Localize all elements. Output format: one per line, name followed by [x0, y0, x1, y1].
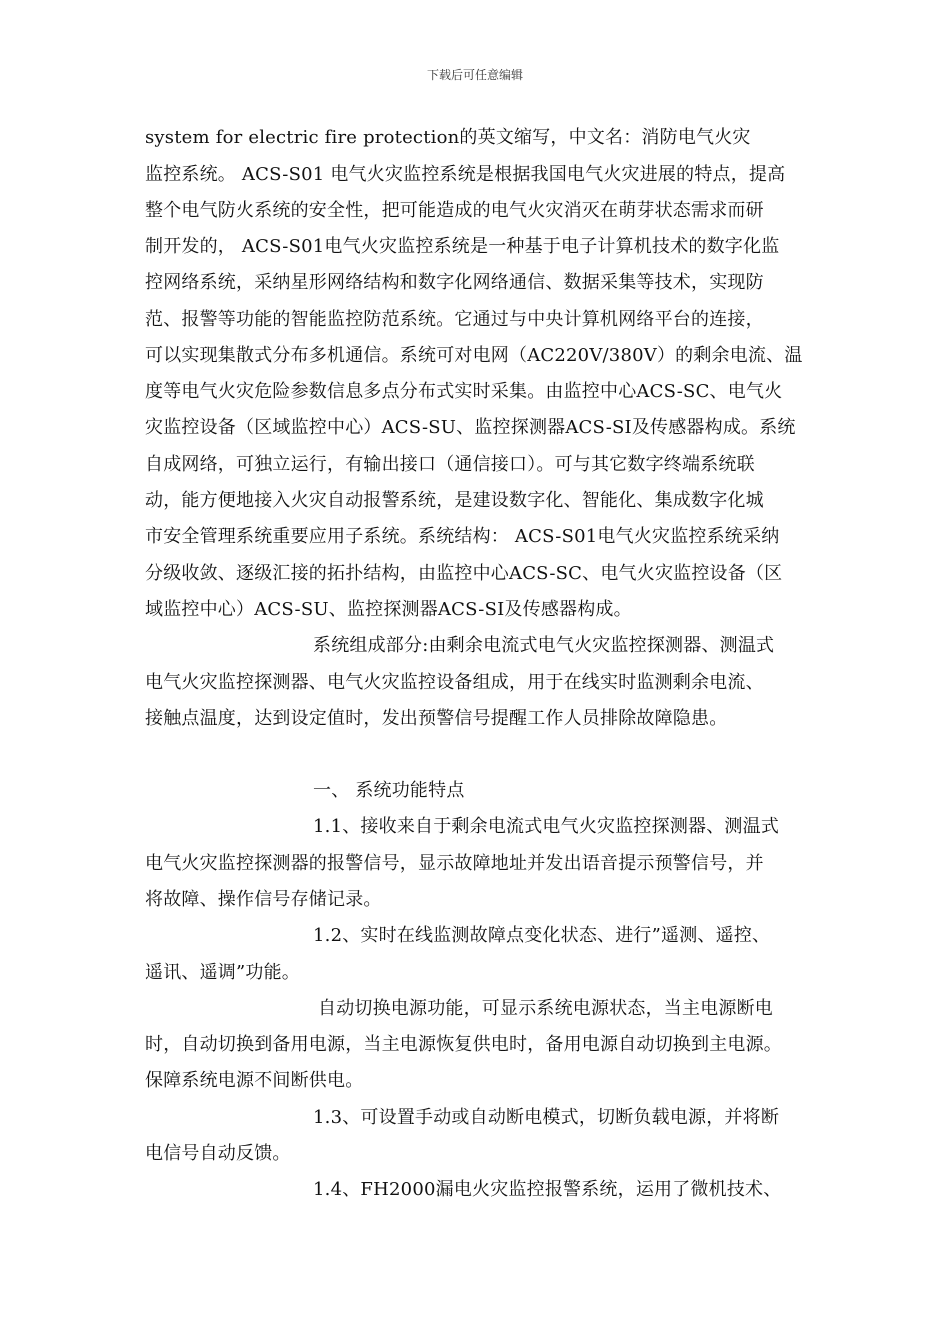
paragraph-start-line: 1.3、可设置手动或自动断电模式，切断负载电源，并将断	[313, 1107, 780, 1128]
text-line: 自成网络，可独立运行，有输出接口（通信接口）。可与其它数字终端系统联	[145, 454, 755, 475]
text-line: 分级收敛、逐级汇接的拓扑结构，由监控中心ACS-SC、电气火灾监控设备（区	[145, 563, 783, 584]
section-heading: 一、 系统功能特点	[313, 780, 465, 801]
paragraph-start-line: 1.2、实时在线监测故障点变化状态、进行”遥测、遥控、	[313, 925, 771, 946]
text-line: 动，能方便地接入火灾自动报警系统，是建设数字化、智能化、集成数字化城	[145, 490, 764, 511]
text-line: system for electric fire protection的英文缩写，中文名：消防电气火灾	[145, 127, 751, 148]
paragraph-start-line: 1.4、FH2000漏电火灾监控报警系统，运用了微机技术、	[313, 1179, 782, 1200]
paragraph-start-line: 自动切换电源功能，可显示系统电源状态，当主电源断电	[318, 998, 773, 1019]
text-line: 保障系统电源不间断供电。	[145, 1070, 364, 1091]
page-header: 下载后可任意编辑	[426, 68, 523, 82]
paragraph-start-line: 1.1、接收来自于剩余电流式电气火灾监控探测器、测温式	[313, 816, 780, 837]
text-line: 域监控中心）ACS-SU、监控探测器ACS-SI及传感器构成。	[145, 599, 632, 620]
text-line: 控网络系统，采纳星形网络结构和数字化网络通信、数据采集等技术，实现防	[145, 272, 764, 293]
text-line: 电信号自动反馈。	[145, 1143, 291, 1164]
text-line: 遥讯、遥调”功能。	[145, 962, 301, 983]
text-line: 灾监控设备（区域监控中心）ACS-SU、监控探测器ACS-SI及传感器构成。系统	[145, 417, 796, 438]
text-line: 电气火灾监控探测器的报警信号，显示故障地址并发出语音提示预警信号，并	[145, 853, 764, 874]
text-line: 度等电气火灾危险参数信息多点分布式实时采集。由监控中心ACS-SC、电气火	[145, 381, 783, 402]
text-line: 整个电气防火系统的安全性，把可能造成的电气火灾消灭在萌芽状态需求而研	[145, 200, 764, 221]
text-line: 市安全管理系统重要应用子系统。系统结构： ACS-S01电气火灾监控系统采纳	[145, 526, 780, 547]
text-line: 制开发的， ACS-S01电气火灾监控系统是一种基于电子计算机技术的数字化监	[145, 236, 780, 257]
text-line: 将故障、操作信号存储记录。	[145, 889, 382, 910]
text-line: 时，自动切换到备用电源，当主电源恢复供电时，备用电源自动切换到主电源。	[145, 1034, 782, 1055]
text-line: 电气火灾监控探测器、电气火灾监控设备组成，用于在线实时监测剩余电流、	[145, 672, 764, 693]
text-line: 接触点温度，达到设定值时，发出预警信号提醒工作人员排除故障隐患。	[145, 708, 728, 729]
text-line: 范、报警等功能的智能监控防范系统。它通过与中央计算机网络平台的连接，	[145, 309, 764, 330]
paragraph-start-line: 系统组成部分:由剩余电流式电气火灾监控探测器、测温式	[313, 635, 775, 656]
text-line: 监控系统。 ACS-S01 电气火灾监控系统是根据我国电气火灾进展的特点，提高	[145, 164, 786, 185]
text-line: 可以实现集散式分布多机通信。系统可对电网（AC220V/380V）的剩余电流、温	[145, 345, 803, 366]
